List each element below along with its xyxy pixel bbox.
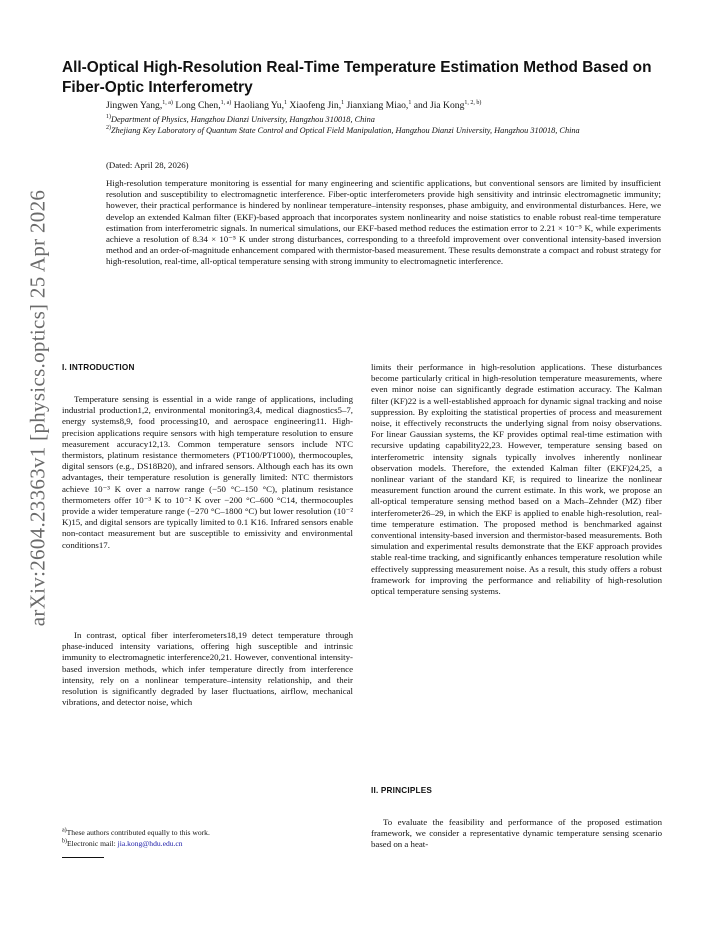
author-mark: 1	[284, 99, 287, 106]
footnote-a	[62, 828, 210, 838]
principles-paragraph-1: To evaluate the feasibility and performance of the proposed estimation framework, we consider a representative dynamic temperature sensing scenario based on a heat-	[371, 817, 662, 850]
intro-paragraph-3: limits their performance in high-resolution applications. These disturbances become particularly critical in high-resolution temperature measurements, where even minor noise can significantly degrade estimation accuracy. The Kalman filter (KF)22 is a well-established approach for dynamic signal tracking and noise suppression. By exploiting the statistical properties of process and measurement noise, it effectively reconstructs the underlying signal from noisy observations. For linear Gaussian systems, the KF provides optimal real-time estimation with recursive updating capability22,23. However, temperature sensing based on interferometric intensity signals typically involves inherently nonlinear observation models. Therefore, the extended Kalman filter (EKF)24,25, a nonlinear variant of the standard KF, is required to linearize the nonlinear measurement function around the current estimate. In this work, we propose an all-optical temperature sensing method based on a Mach–Zehnder (MZ) fiber interferometer26–29, in which the EKF is applied to enable high-resolution, real-time temperature estimation. The proposed method is benchmarked against conventional intensity-based inversion and thermistor-based measurements. Both simulation and experimental results demonstrate that the EKF approach provides stable real-time tracking, and significantly enhances temperature resolution while effectively suppressing measurement noise. As a result, this study offers a robust framework for improving the performance and reliability of high-resolution optical temperature sensing systems.	[371, 362, 662, 597]
footnote-mark: a)	[62, 827, 67, 834]
footnote-mark: b)	[62, 838, 67, 845]
author-mark: 1, a)	[162, 99, 173, 106]
introduction-heading: I. INTRODUCTION	[62, 363, 135, 372]
author-mark: 1	[341, 99, 345, 106]
author-mark: 1	[408, 99, 412, 106]
intro-paragraph-1: Temperature sensing is essential in a wide range of applications, including industrial production1,2, environmental monitoring3,4, medical diagnostics5–7, energy systems8,9, food processing10, and aerospace engineering11. High-precision applications require sensors with high temperature resolution to ensure measurement accuracy12,13. Common temperature sensors include NTC thermistors, platinum resistance thermometers (PT100/PT1000), thermocouples, digital sensors (e.g., DS18B20), and infrared sensors. Although each has its own advantages, their temperature resolution is generally limited: NTC thermistors achieve 10⁻³ K over a narrow range (−50 °C–150 °C), platinum resistance thermometers offer 10⁻³ K to 10⁻² K over −200 °C–600 °C14, thermocouples provide a wider temperature range (−270 °C–1800 °C) but lower resolution (10⁻² K)15, and digital sensors are typically limited to 0.1 K16. Infrared sensors enable non-contact measurement but are susceptible to emissivity and environmental conditions17.	[62, 394, 353, 550]
author-name: and Jia Kong	[413, 100, 465, 111]
author-name: Haoliang Yu,	[233, 100, 284, 111]
arxiv-identifier-text: arXiv:2604.23363v1 [physics.optics] 25 Apr 2026	[25, 189, 50, 627]
arxiv-side-identifier	[18, 158, 58, 658]
affiliation-text: Zhejiang Key Laboratory of Quantum State Control and Optical Field Manipulation, Hangzhou Dianzi University, Hangzhou 310018, China	[111, 126, 580, 135]
footnote-rule	[62, 857, 104, 858]
abstract: High-resolution temperature monitoring is essential for many engineering and scientific applications, but conventional sensors are limited by insufficient resolution and susceptibility to electromagnetic interference. Fiber-optic interferometers provide high sensitivity and intrinsic electromagnetic immunity; however, their practical performance is hindered by nonlinear temperature–intensity responses, phase ambiguity, and environmental disturbances. Here, we develop an extended Kalman filter (EKF)-based approach that incorporates system nonlinearity and noise statistics to enable robust real-time temperature estimation from interferometric signals. In numerical simulations, our EKF-based method reduces the estimation error to 2.21 × 10⁻⁵ K, while experiments achieve a resolution of 8.34 × 10⁻⁵ K under strong disturbances, corresponding to a threefold improvement over conventional intensity-based inversion method and an order-of-magnitude enhancement compared with thermistor-based measurement. These results demonstrate a compact and robust strategy for high-resolution, real-time, all-optical temperature sensing with strong immunity to electromagnetic interference.	[106, 178, 661, 267]
author-list	[106, 100, 666, 112]
author-name: Long Chen,	[175, 100, 221, 111]
affiliation-mark: 1)	[106, 114, 111, 121]
author-mark: 1, 2, b)	[464, 99, 482, 106]
author-name: Xiaofeng Jin,	[289, 100, 342, 111]
email-link[interactable]: jia.kong@hdu.edu.cn	[117, 839, 183, 848]
intro-paragraph-2: In contrast, optical fiber interferometers18,19 detect temperature through phase-induced intensity variations, offering high susceptible and intrinsic immunity to electromagnetic interference20,21. However, conventional intensity-based inversion methods, which infer temperature directly from interference intensity, rely on a nonlinear temperature–intensity relationship, and their resolution is significantly degraded by laser fluctuations, airflow, mechanical vibrations, and detector noise, which	[62, 630, 353, 708]
footnote-b	[62, 839, 183, 849]
affiliation-2	[106, 125, 671, 136]
footnote-text: Electronic mail:	[67, 839, 118, 848]
dated-line: (Dated: April 28, 2026)	[106, 160, 189, 170]
affiliation-1	[106, 114, 671, 125]
author-name: Jingwen Yang,	[106, 100, 163, 111]
author-name: Jianxiang Miao,	[346, 100, 409, 111]
affiliation-mark: 2)	[106, 125, 111, 132]
footnote-text: These authors contributed equally to this work.	[66, 828, 210, 837]
affiliation-text: Department of Physics, Hangzhou Dianzi University, Hangzhou 310018, China	[111, 115, 375, 124]
principles-heading: II. PRINCIPLES	[371, 786, 433, 795]
author-mark: 1, a)	[220, 99, 232, 106]
paper-title: All-Optical High-Resolution Real-Time Temperature Estimation Method Based on Fiber-Optic Interferometry	[62, 59, 652, 96]
